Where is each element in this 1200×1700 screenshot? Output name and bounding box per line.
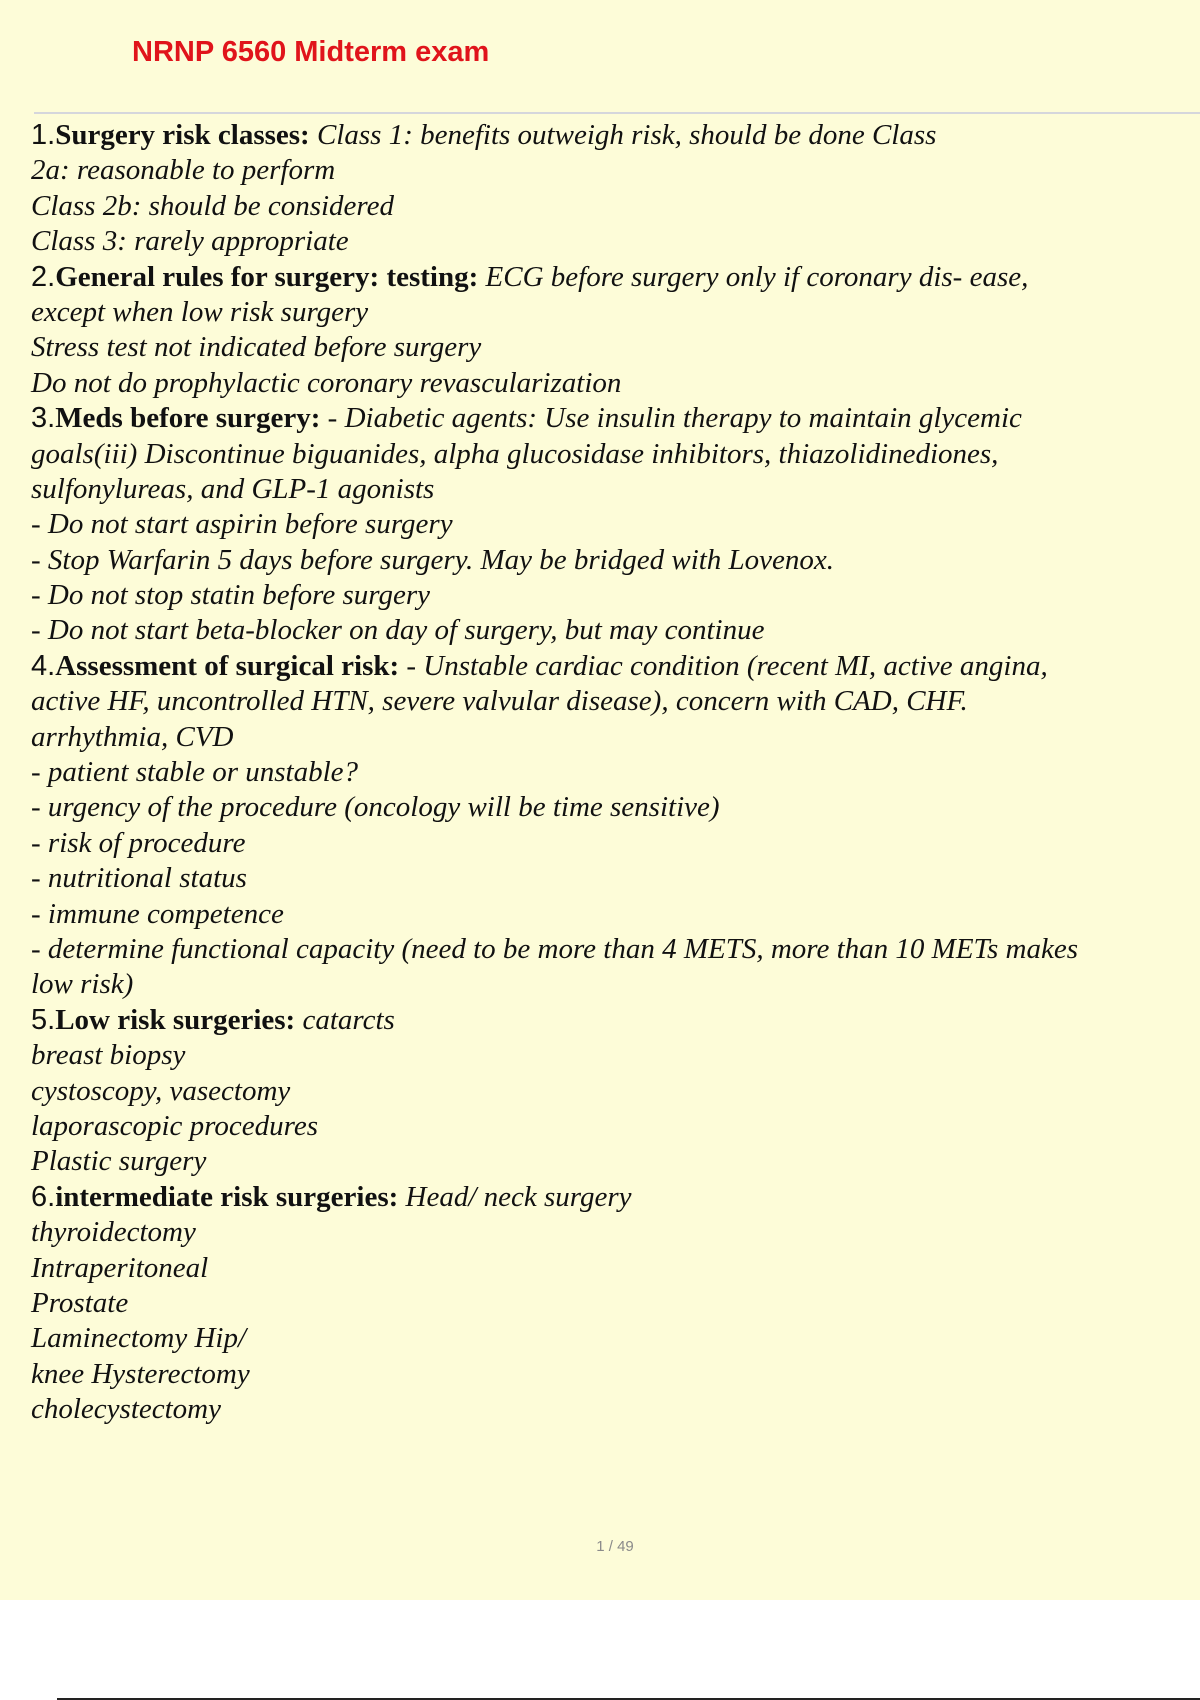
answer-line: arrhythmia, CVD	[31, 720, 234, 753]
question-label: Low risk surgeries:	[55, 1003, 296, 1036]
answer-line: knee Hysterectomy	[31, 1357, 250, 1390]
answer-line: - immune competence	[31, 897, 284, 930]
question-label: intermediate risk surgeries:	[55, 1180, 399, 1213]
answer-line: active HF, uncontrolled HTN, severe valvular disease), concern with CAD, CHF.	[31, 685, 968, 718]
answer-line: laporascopic procedures	[31, 1109, 318, 1142]
answer-line: sulfonylureas, and GLP-1 agonists	[31, 472, 435, 505]
question-entry	[31, 401, 1200, 649]
question-number: 2.	[31, 260, 56, 293]
page-number: 1 / 49	[596, 1538, 634, 1555]
question-line	[31, 401, 1200, 436]
question-line	[31, 649, 1200, 684]
question-entry	[31, 118, 1200, 260]
answer-text: - Diabetic agents: Use insulin therapy to maintain glycemic	[320, 402, 1022, 435]
answer-line: - Do not start aspirin before surgery	[31, 508, 453, 541]
answer-line: Class 3: rarely appropriate	[31, 225, 349, 258]
question-entry	[31, 649, 1200, 1003]
question-entry	[31, 1180, 1200, 1428]
answer-line: breast biopsy	[31, 1039, 186, 1072]
question-number: 3.	[31, 402, 56, 435]
question-label: Surgery risk classes:	[55, 119, 310, 151]
question-label: Meds before surgery:	[55, 402, 321, 435]
answer-line: - nutritional status	[31, 862, 247, 895]
question-line	[31, 118, 1200, 153]
question-line	[31, 1180, 1200, 1215]
answer-text: - Unstable cardiac condition (recent MI, active angina,	[399, 649, 1048, 682]
question-number: 4.	[31, 649, 56, 682]
answer-text: ECG before surgery only if coronary dis- ease,	[478, 260, 1029, 293]
answer-line: - patient stable or unstable?	[31, 756, 359, 789]
question-number: 6.	[31, 1180, 56, 1213]
question-list	[31, 118, 1200, 1427]
answer-line: - urgency of the procedure (oncology will be time sensitive)	[31, 791, 720, 824]
question-number: 5.	[31, 1003, 56, 1036]
answer-text: Class 1: benefits outweigh risk, should be done Class	[309, 119, 937, 151]
answer-text: catarcts	[295, 1003, 395, 1036]
answer-line: - risk of procedure	[31, 826, 246, 859]
answer-text: Head/ neck surgery	[398, 1180, 632, 1213]
question-label: General rules for surgery: testing:	[55, 260, 479, 293]
question-entry	[31, 1003, 1200, 1180]
answer-line: 2a: reasonable to perform	[31, 154, 336, 187]
answer-line: - Do not stop statin before surgery	[31, 579, 430, 612]
answer-line: Prostate	[31, 1286, 129, 1319]
answer-line: goals(iii) Discontinue biguanides, alpha glucosidase inhibitors, thiazolidinediones,	[31, 437, 999, 470]
answer-line: - determine functional capacity (need to be more than 4 METS, more than 10 METs makes	[31, 932, 1079, 965]
answer-line: cystoscopy, vasectomy	[31, 1074, 291, 1107]
question-line	[31, 1003, 1200, 1038]
question-entry	[31, 260, 1200, 402]
answer-line: Class 2b: should be considered	[31, 189, 395, 222]
answer-line: Do not do prophylactic coronary revascularization	[31, 366, 622, 399]
answer-line: - Stop Warfarin 5 days before surgery. May be bridged with Lovenox.	[31, 543, 835, 576]
answer-line: thyroidectomy	[31, 1216, 196, 1249]
answer-line: except when low risk surgery	[31, 295, 369, 328]
answer-line: Stress test not indicated before surgery	[31, 331, 482, 364]
document-title: NRNP 6560 Midterm exam	[132, 36, 490, 68]
question-label: Assessment of surgical risk:	[55, 649, 400, 682]
answer-line: low risk)	[31, 968, 134, 1001]
answer-line: Laminectomy Hip/	[31, 1322, 247, 1355]
answer-line: Plastic surgery	[31, 1145, 207, 1178]
title-divider	[34, 112, 1200, 114]
answer-line: cholecystectomy	[31, 1393, 222, 1426]
answer-line: Intraperitoneal	[31, 1251, 209, 1284]
question-line	[31, 260, 1200, 295]
answer-line: - Do not start beta-blocker on day of surgery, but may continue	[31, 614, 765, 647]
question-number: 1.	[31, 119, 56, 151]
